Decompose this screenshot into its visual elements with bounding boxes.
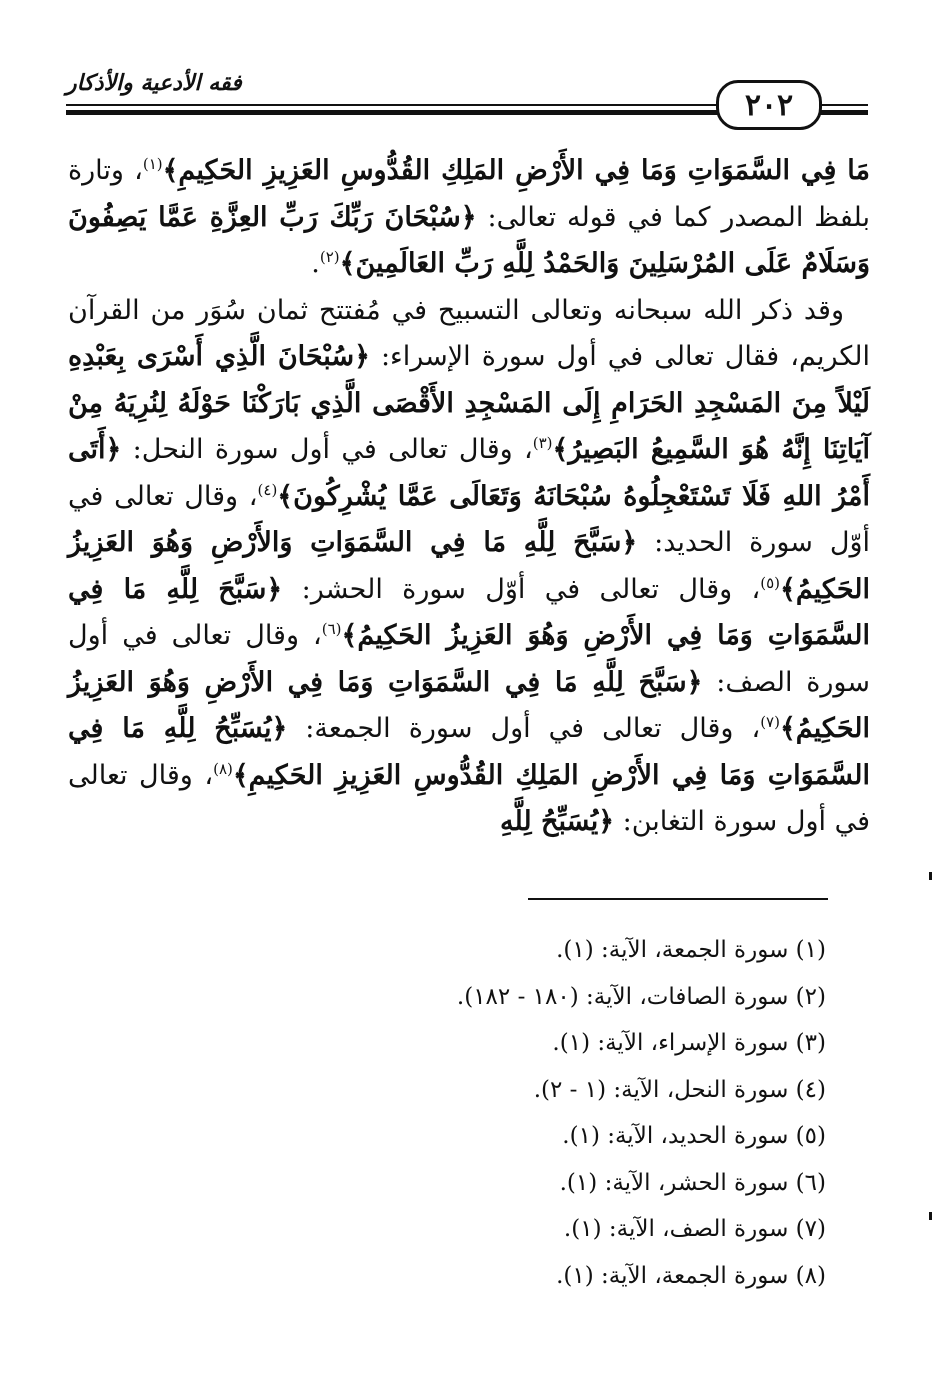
footnote-ref: (٢) <box>319 248 340 266</box>
quran-verse: مَا فِي السَّمَوَاتِ وَمَا فِي الأَرْضِ المَلِكِ القُدُّوسِ العَزِيزِ الحَكِيمِ﴾ <box>162 155 870 186</box>
footnote-ref: (١) <box>142 155 163 173</box>
body-text: . <box>311 248 320 279</box>
quran-verse: ﴿يُسَبِّحُ لِلَّهِ مَا فِي السَّمَوَاتِ وَمَا فِي الأَرْضِ المَلِكِ القُدُّوسِ العَزِيزِ الحَكِيمِ﴾ <box>68 713 870 791</box>
footnote-item: (٥) سورة الحديد، الآية: (١). <box>562 1123 826 1149</box>
quran-verse: ﴿سَبَّحَ لِلَّهِ مَا فِي السَّمَوَاتِ وَمَا فِي الأَرْضِ وَهُوَ العَزِيزُ الحَكِيمُ﴾ <box>68 573 870 651</box>
footnote-item: (٧) سورة الصف، الآية: (١). <box>563 1216 826 1242</box>
body-paragraph <box>68 288 870 846</box>
page-header <box>66 64 868 124</box>
body-text: ، وقال تعالى في أوّل سورة الحشر: <box>282 573 761 605</box>
footnote-item: (٤) سورة النحل، الآية: (١ - ٢). <box>533 1076 826 1103</box>
body-text: ، وتارة بلفظ المصدر كما في قوله تعالى: <box>68 155 871 233</box>
body-paragraph <box>68 148 870 288</box>
footnote-item: (٣) سورة الإسراء، الآية: (١). <box>552 1030 826 1056</box>
quran-verse: ﴿يُسَبِّحُ لِلَّهِ <box>500 806 615 837</box>
margin-mark <box>929 1212 932 1220</box>
body-text: ، وقال تعالى في أول سورة الصف: <box>68 620 870 698</box>
body-text: ، وقال تعالى في أوّل سورة الحديد: <box>68 480 870 558</box>
quran-verse: ﴿أَتَى أَمْرُ اللهِ فَلَا تَسْتَعْجِلُوهُ سُبْحَانَهُ وَتَعَالَى عَمَّا يُشْرِكُونَ﴾ <box>68 434 870 512</box>
footnote-ref: (٣) <box>532 434 553 452</box>
footnote-ref: (٨) <box>213 759 233 778</box>
quran-verse: ﴿سَبَّحَ لِلَّهِ مَا فِي السَّمَوَاتِ وَالأَرْضِ وَهُوَ العَزِيزُ الحَكِيمُ﴾ <box>68 527 871 605</box>
footnote-ref: (٧) <box>760 713 780 731</box>
footnote-item: (١) سورة الجمعة، الآية: (١). <box>556 937 826 963</box>
page-number: ٢٠٢ <box>716 80 822 130</box>
body-text: وقد ذكر الله سبحانه وتعالى التسبيح في مُفتتح ثمان سُوَر من القرآن الكريم، فقال تعالى في أول سورة الإسراء: <box>68 294 870 372</box>
body-text: ، وقال تعالى في أول سورة النحل: <box>121 434 533 465</box>
footnote-separator <box>528 898 828 900</box>
quran-verse: ﴿سُبْحَانَ رَبِّكَ رَبِّ العِزَّةِ عَمَّا يَصِفُونَ وَسَلَامٌ عَلَى المُرْسَلِينَ وَالحَمْدُ لِلَّهِ رَبِّ العَالَمِينَ﴾ <box>68 201 870 279</box>
footnote-ref: (٥) <box>760 573 780 592</box>
quran-verse: ﴿سَبَّحَ لِلَّهِ مَا فِي السَّمَوَاتِ وَمَا فِي الأَرْضِ وَهُوَ العَزِيزُ الحَكِيمُ﴾ <box>68 666 870 744</box>
running-title: فقه الأدعية والأذكار <box>66 70 242 96</box>
footnotes <box>68 927 826 1299</box>
footnote-item: (٢) سورة الصافات، الآية: (١٨٠ - ١٨٢). <box>456 983 826 1010</box>
footnote-item: (٦) سورة الحشر، الآية: (١). <box>559 1169 826 1196</box>
body-text: ، وقال تعالى في أول سورة الجمعة: <box>287 713 761 744</box>
main-text <box>68 148 870 846</box>
margin-mark <box>929 872 932 880</box>
body-text: ، وقال تعالى في أول سورة التغابن: <box>68 759 870 837</box>
footnote-ref: (٤) <box>257 480 278 499</box>
footnote-item: (٨) سورة الجمعة، الآية: (١). <box>556 1262 826 1289</box>
footnote-ref: (٦) <box>321 620 342 638</box>
quran-verse: ﴿سُبْحَانَ الَّذِي أَسْرَى بِعَبْدِهِ لَيْلاً مِنَ المَسْجِدِ الحَرَامِ إِلَى المَسْجِدِ الأَقْصَى الَّذِي بَارَكْنَا حَوْلَهُ لِنُرِيَهُ مِنْ آيَاتِنَا إِنَّهُ هُوَ السَّمِيعُ البَصِيرُ﴾ <box>68 341 870 465</box>
